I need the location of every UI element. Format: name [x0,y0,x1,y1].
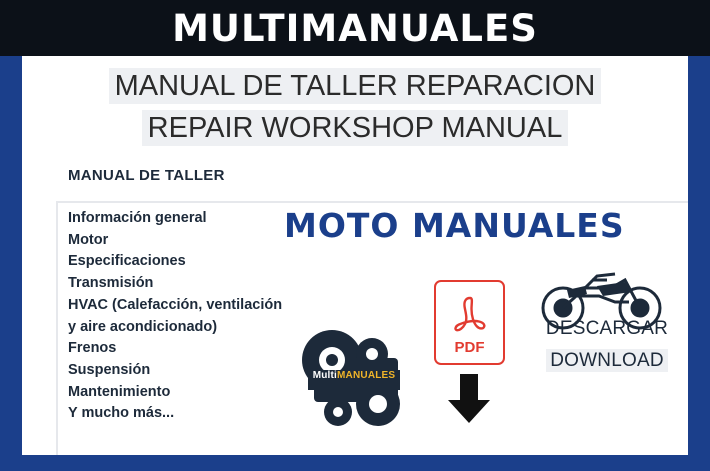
list-item: Suspensión [68,361,151,378]
gear-logo-icon [294,318,414,438]
list-item: Mantenimiento [68,383,171,400]
list-item: Motor [68,231,109,248]
list-item: Transmisión [68,275,154,292]
headline-spanish-text: MANUAL DE TALLER REPARACION [109,68,602,104]
headline-spanish [22,70,688,103]
logo-text-primary: Multi [312,370,338,381]
brand-title: MULTIMANUALES [172,6,538,50]
list-item: HVAC (Calefacción, ventilación y aire acondicionado) [68,296,283,335]
list-item: Información general [68,210,207,226]
logo-text-accent: MANUALES [337,370,396,381]
list-item: Y mucho más... [68,405,175,422]
adobe-swirl-icon [453,296,487,336]
pdf-label: PDF [454,339,485,356]
download-label-english-text: DOWNLOAD [546,349,668,372]
moto-manuales-title: MOTO MANUALES [284,206,625,245]
content-card [22,56,688,455]
frame-bottom-border [0,455,710,471]
section-subtitle: MANUAL DE TALLER [68,167,225,184]
headline-english [22,112,688,145]
list-item: Frenos [68,340,117,357]
download-label-spanish: DESCARGAR [545,318,669,339]
pdf-icon[interactable] [434,280,505,365]
top-banner [0,0,710,56]
download-label-english [517,350,697,372]
download-arrow-icon[interactable] [445,374,493,424]
headline-english-text: REPAIR WORKSHOP MANUAL [142,110,569,146]
list-item: Especificaciones [68,253,186,270]
frame-left-border [0,0,22,471]
feature-list [68,208,283,425]
